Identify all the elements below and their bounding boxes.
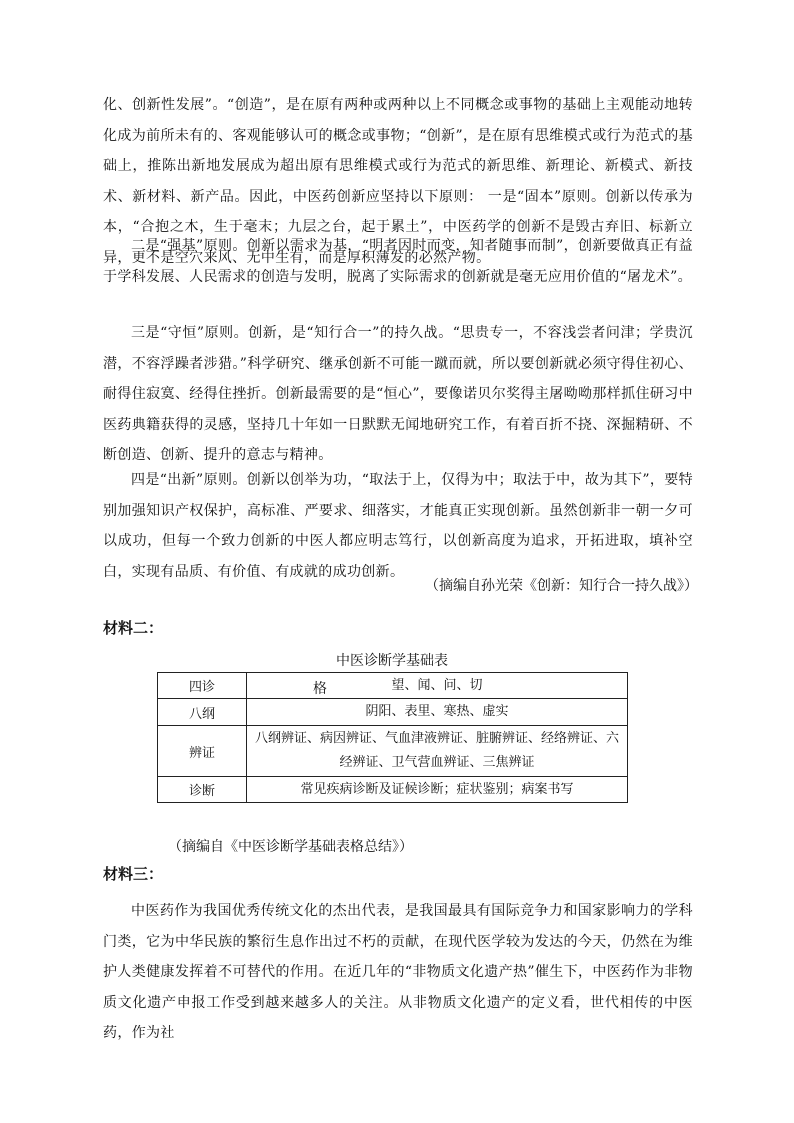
material2-heading: 材料二：: [103, 620, 164, 637]
table-row-value-text: 望、闻、问、切: [391, 677, 483, 693]
table-row-label: 辨证: [158, 726, 247, 777]
table-row-label: 八纲: [158, 699, 247, 726]
material1-paragraph-3: 三是“守恒”原则。创新，是“知行合一”的持久战。“思贵专一，不容浅尝者问津；学贵沉潜，不容浮躁者涉猎。”科学研究、继承创新不可能一蹴而就，所以要创新就必须守得住初心、耐得住寂寞、经得住挫折。创新最需要的是“恒心”，要像诺贝尔奖得主屠呦呦那样抓住研习中医药典籍获得的灵感，坚持几十年如一日默默无闻地研究工作，有着百折不挠、深掘精研、不断创造、创新、提升的意志与精神。: [103, 325, 693, 464]
table-row-label: 四诊: [158, 673, 247, 699]
table-row-value: 八纲辨证、病因辨证、气血津液辨证、脏腑辨证、经络辨证、六经辨证、卫气营血辨证、三焦辨证: [247, 726, 628, 777]
material3-heading: 材料三：: [103, 866, 164, 883]
table-row: [158, 673, 628, 699]
table-row-value: [247, 673, 628, 699]
table-row-value: 阴阳、表里、寒热、虚实: [247, 699, 628, 726]
table-row: [158, 777, 628, 803]
diagnosis-table: [157, 672, 628, 803]
stray-character: 格: [313, 681, 327, 697]
material3-paragraph: 中医药作为我国优秀传统文化的杰出代表，是我国最具有国际竞争力和国家影响力的学科门类，它为中华民族的繁衍生息作出过不朽的贡献，在现代医学较为发达的今天，仍然在为维护人类健康发挥着不可替代的作用。在近几年的“非物质文化遗产热”催生下，中医药作为非物质文化遗产申报工作受到越来越多人的关注。从非物质文化遗产的定义看，世代相传的中医药，作为社: [103, 903, 693, 1042]
material1-source: （摘编自孙光荣《创新：知行合一持久战》）: [425, 577, 698, 593]
table-row-value: 常见疾病诊断及证候诊断；症状鉴别；病案书写: [247, 777, 628, 803]
table-row-label: 诊断: [158, 777, 247, 803]
table-title: 中医诊断学基础表: [336, 652, 448, 668]
material2-source: （摘编自《中医诊断学基础表格总结》）: [168, 838, 413, 854]
material1-paragraph-2: 二是“强基”原则。创新以需求为基，“明者因时而变，知者随事而制”，创新要做真正有益于学科发展、人民需求的创造与发明，脱离了实际需求的创新就是毫无应用价值的“屠龙术”。: [103, 238, 693, 285]
material1-paragraph-1: 化、创新性发展”。“创造”，是在原有两种或两种以上不同概念或事物的基础上主观能动地转化成为前所未有的、客观能够认可的概念或事物；“创新”，是在原有思维模式或行为范式的基础上，推陈出新地发展成为超出原有思维模式或行为范式的新思维、新理论、新模式、新技术、新材料、新产品。因此，中医药创新应坚持以下原则： 一是“固本”原则。创新以传承为本，“合抱之木，生于毫末；九层之台，起于累土”，中医药学的创新不是毁古弃旧、标新立异，更不是空穴来风、无中生有，而是厚积薄发的必然产物。: [103, 97, 693, 266]
material1-paragraph-4: 四是“出新”原则。创新以创举为功，“取法于上，仅得为中；取法于中，故为其下”，要特别加强知识产权保护，高标准、严要求、细落实，才能真正实现创新。虽然创新非一朝一夕可以成功，但每一个致力创新的中医人都应明志笃行，以创新高度为追求，开拓进取，填补空白，实现有品质、有价值、有成就的成功创新。: [103, 472, 693, 580]
table-row: [158, 699, 628, 726]
table-row: [158, 726, 628, 777]
